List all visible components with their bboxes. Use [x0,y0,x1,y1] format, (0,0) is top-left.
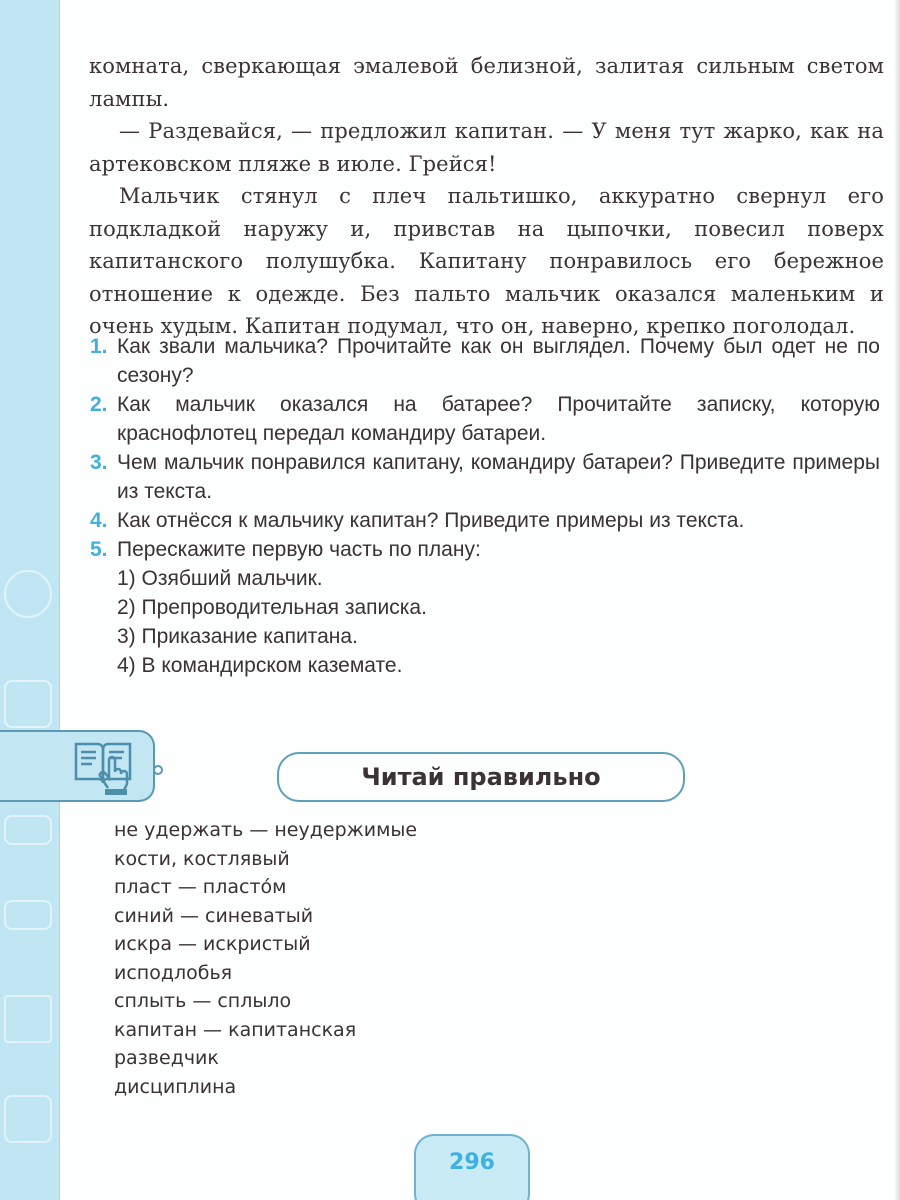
retelling-plan [90,564,880,680]
question-item [90,506,880,535]
questions-list [90,332,880,680]
question-item [90,332,880,390]
question-number: 4. [90,509,108,532]
question-item [90,535,880,564]
word-item: капитан — капитанская [114,1018,357,1041]
word-item: сплыть — сплыло [114,990,292,1012]
page-number: 296 [414,1134,530,1200]
question-text: Чем мальчик понравился капитану, командиру батареи? Приведите примеры из текста. [117,451,880,503]
lamp-icon [4,995,52,1043]
reading-section-tab [0,730,155,802]
plan-item: 4) В командирском каземате. [117,654,403,677]
question-text: Как звали мальчика? Прочитайте как он выглядел. Почему был одет не по сезону? [117,335,880,387]
scroll-icon [4,815,52,845]
story-paragraph: комната, сверкающая эмалевой белизной, залитая сильным светом лампы. [89,54,884,111]
open-book-icon [4,1095,52,1143]
word-item: дисциплина [114,1075,237,1098]
pronunciation-word-list [114,816,534,1101]
story-paragraph: Мальчик стянул с плеч пальтишко, аккуратно свернул его подкладкой наружу и, привстав на цыпочки, повесил поверх капитанского полушубка. Капитану понравилось его бережное отношение к одежде. Без пальто мальчик оказался маленьким и очень худым. Капитан подумал, что он, наверно, крепко поголодал. [89,184,884,338]
plan-item: 2) Препроводительная записка. [117,596,427,619]
page-edge-shadow [894,0,900,1200]
plan-item: 1) Озябший мальчик. [117,567,323,590]
question-text: Как мальчик оказался на батарее? Прочитайте записку, которую краснофлотец передал командиру батареи. [117,393,880,445]
decorative-sidebar [0,0,60,1200]
read-correctly-heading: Читай правильно [277,752,685,802]
question-number: 3. [90,451,108,474]
word-item: исподлобья [114,961,233,984]
question-item [90,448,880,506]
question-number: 2. [90,393,108,416]
plan-item: 3) Приказание капитана. [117,625,358,648]
story-paragraph: — Раздевайся, — предложил капитан. — У меня тут жарко, как на артековском пляже в июле. Грейся! [89,119,884,176]
word-item: кости, костлявый [114,847,290,870]
tab-connector-dot [153,765,163,775]
books-icon [4,900,52,930]
word-item: синий — синеватый [114,904,314,927]
word-item: не удержать — неудержимые [114,819,418,841]
question-item [90,390,880,448]
open-book-hand-icon [72,738,134,796]
word-item: искра — искристый [114,933,311,955]
question-number: 1. [90,335,108,358]
gear-icon [4,570,52,618]
tablet-icon [4,680,52,728]
question-text: Перескажите первую часть по плану: [117,538,481,561]
question-text: Как отнёсся к мальчику капитан? Приведите примеры из текста. [117,509,745,532]
word-item: пласт — пластóм [114,876,287,898]
word-item: разведчик [114,1047,219,1069]
story-text [89,50,884,343]
question-number: 5. [90,538,108,561]
